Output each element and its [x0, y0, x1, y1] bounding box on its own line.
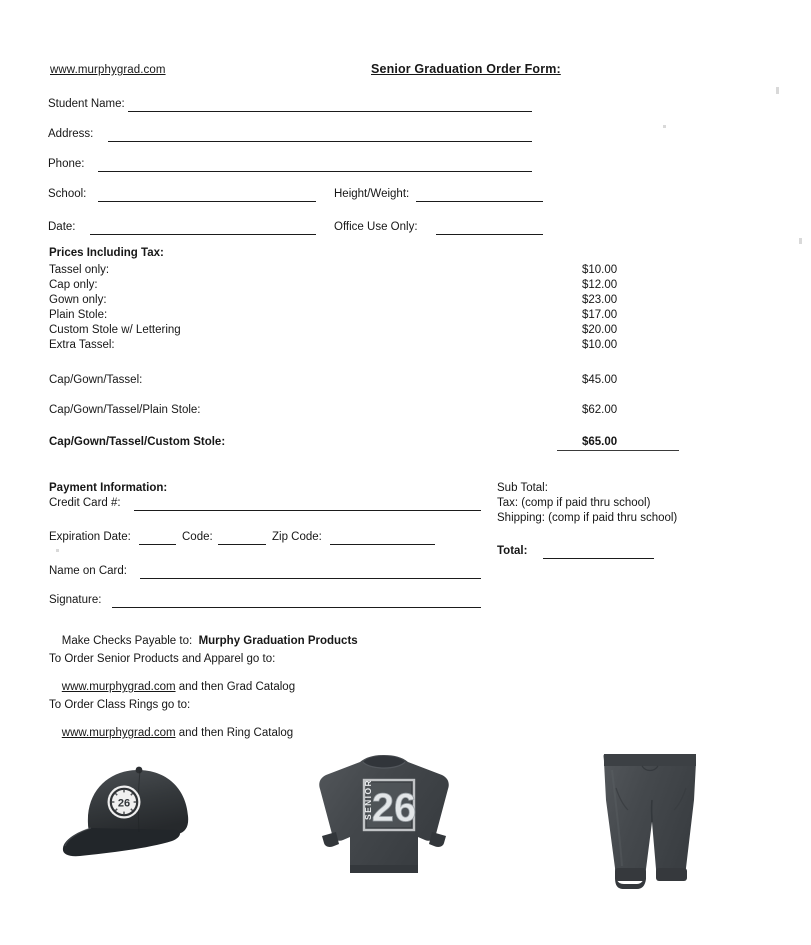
address-input[interactable] — [108, 141, 532, 142]
bundle-value: $65.00 — [582, 436, 618, 448]
bundle-label: Cap/Gown/Tassel/Custom Stole: — [49, 436, 226, 448]
security-code-input[interactable] — [218, 544, 266, 545]
cap-logo-icon — [108, 786, 141, 819]
price-item-value: $10.00 — [582, 264, 618, 276]
date-input[interactable] — [90, 234, 316, 235]
expiration-date-input[interactable] — [139, 544, 176, 545]
phone-label: Phone: — [48, 158, 85, 170]
price-item-label: Tassel only: — [49, 264, 110, 276]
apparel-catalog-suffix: and then Grad Catalog — [175, 681, 296, 694]
office-use-only-input[interactable] — [436, 234, 543, 235]
bundle-label: Cap/Gown/Tassel/Plain Stole: — [49, 404, 201, 416]
height-weight-label: Height/Weight: — [334, 188, 410, 200]
page-title: Senior Graduation Order Form: — [371, 62, 561, 76]
sub-total-label: Sub Total: — [497, 482, 548, 494]
senior-sweatshirt-photo — [308, 748, 460, 878]
zip-code-label: Zip Code: — [272, 531, 322, 543]
address-label: Address: — [48, 128, 94, 140]
credit-card-input[interactable] — [134, 510, 481, 511]
payment-heading: Payment Information: — [49, 482, 168, 494]
school-label: School: — [48, 188, 87, 200]
zip-code-input[interactable] — [330, 544, 435, 545]
svg-text:26: 26 — [117, 797, 131, 810]
student-name-label: Student Name: — [48, 98, 125, 110]
phone-input[interactable] — [98, 171, 532, 172]
school-input[interactable] — [98, 201, 316, 202]
price-item-value: $17.00 — [582, 309, 618, 321]
price-item-label: Custom Stole w/ Lettering — [49, 324, 181, 336]
total-label: Total: — [497, 545, 528, 557]
rings-order-instruction: To Order Class Rings go to: — [49, 699, 191, 711]
apparel-catalog-link[interactable]: www.murphygrad.com — [61, 681, 176, 694]
security-code-label: Code: — [182, 531, 213, 543]
shipping-label: Shipping: (comp if paid thru school) — [497, 512, 678, 524]
signature-input[interactable] — [112, 607, 481, 608]
price-item-value: $10.00 — [582, 339, 618, 351]
apparel-order-instruction: To Order Senior Products and Apparel go to: — [49, 653, 276, 665]
expiration-date-label: Expiration Date: — [49, 531, 131, 543]
svg-text:26: 26 — [371, 786, 417, 830]
height-weight-input[interactable] — [416, 201, 543, 202]
date-label: Date: — [48, 221, 76, 233]
scan-speckle — [776, 87, 779, 94]
price-item-value: $12.00 — [582, 279, 618, 291]
checks-payable-prefix: Make Checks Payable to: — [61, 635, 193, 648]
bundle-value: $62.00 — [582, 404, 618, 416]
header-website-link[interactable]: www.murphygrad.com — [50, 64, 166, 76]
sweatshirt-graphic — [363, 779, 416, 830]
price-item-label: Extra Tassel: — [49, 339, 115, 351]
bundle-label: Cap/Gown/Tassel: — [49, 374, 143, 386]
price-item-value: $23.00 — [582, 294, 618, 306]
sweatpants-photo — [590, 748, 710, 896]
rings-catalog-link[interactable]: www.murphygrad.com — [61, 727, 176, 740]
name-on-card-label: Name on Card: — [49, 565, 127, 577]
total-input[interactable] — [543, 558, 654, 559]
price-item-label: Plain Stole: — [49, 309, 108, 321]
scan-speckle — [663, 125, 666, 128]
price-item-value: $20.00 — [582, 324, 618, 336]
office-use-only-label: Office Use Only: — [334, 221, 418, 233]
student-name-input[interactable] — [128, 111, 532, 112]
bundle-total-underline — [557, 450, 679, 451]
prices-heading: Prices Including Tax: — [49, 247, 164, 259]
scan-speckle — [799, 238, 802, 244]
svg-text:SENIOR: SENIOR — [363, 779, 373, 820]
price-item-label: Cap only: — [49, 279, 98, 291]
scan-speckle — [56, 549, 59, 552]
bundle-value: $45.00 — [582, 374, 618, 386]
credit-card-label: Credit Card #: — [49, 497, 121, 509]
checks-payable-payee: Murphy Graduation Products — [198, 635, 358, 648]
signature-label: Signature: — [49, 594, 102, 606]
name-on-card-input[interactable] — [140, 578, 481, 579]
tax-label: Tax: (comp if paid thru school) — [497, 497, 651, 509]
price-item-label: Gown only: — [49, 294, 107, 306]
rings-catalog-suffix: and then Ring Catalog — [175, 727, 294, 740]
graduation-cap-photo — [58, 758, 208, 863]
